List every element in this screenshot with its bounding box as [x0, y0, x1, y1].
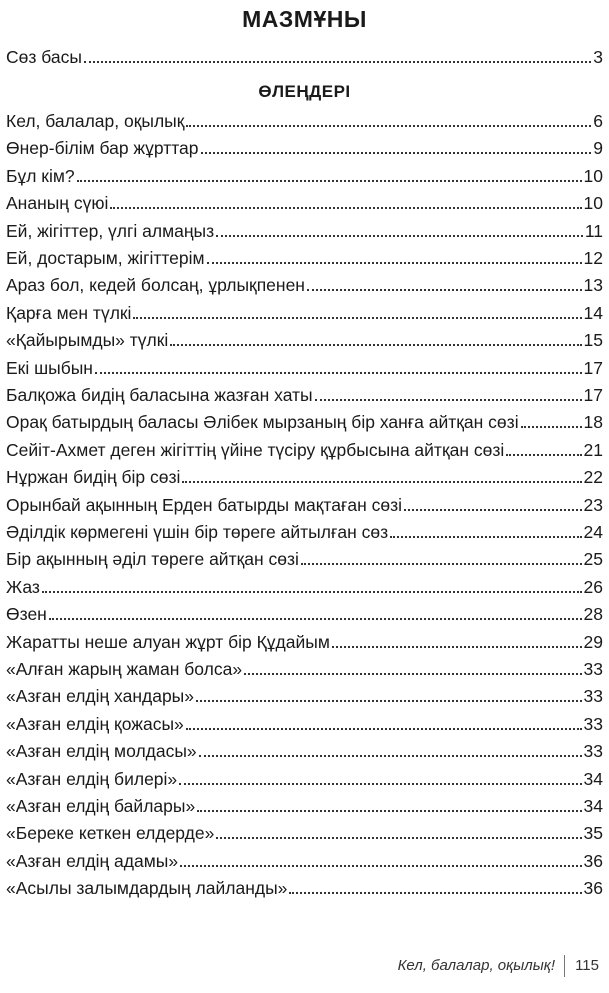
toc-entry-page: 12 — [583, 248, 603, 268]
toc-entry-page: 21 — [583, 439, 603, 460]
toc-entry-page: 14 — [583, 302, 603, 323]
toc-entry-title: Сөз басы — [6, 47, 82, 67]
toc-entry — [6, 241, 603, 269]
toc-entry-title: «Қайырымды» түлкі — [6, 330, 169, 351]
toc-entry-title: Жаратты неше алуан жұрт бір Құдайым — [6, 631, 330, 652]
toc-entry — [6, 186, 603, 214]
toc-entry — [6, 159, 603, 187]
toc-entry — [6, 351, 603, 379]
toc-entry — [6, 104, 603, 132]
toc-entry — [6, 597, 603, 625]
toc-entry-page: 15 — [583, 330, 603, 351]
toc-entry-page: 33 — [583, 659, 603, 679]
toc-entry-page: 10 — [583, 193, 603, 214]
toc-entry-title: Әділдік көрмегені үшін бір төреге айтылған сөз — [6, 522, 389, 542]
footer-divider — [564, 955, 565, 977]
dot-leader — [201, 152, 592, 154]
toc-entry — [6, 378, 603, 406]
toc-entry-page: 26 — [583, 576, 603, 597]
toc-entry — [6, 816, 603, 844]
dot-leader — [216, 235, 583, 237]
toc-entry-title: Ананың сүюі — [6, 193, 109, 214]
dot-leader — [404, 509, 582, 511]
toc-entry-title: Сейіт-Ахмет деген жігіттің үйіне түсіру құрбысына айтқан сөзі — [6, 439, 505, 460]
dot-leader — [244, 673, 581, 675]
toc-entry-title: «Азған елдің билері» — [6, 768, 178, 789]
toc-entry-page: 17 — [583, 385, 603, 405]
dot-leader — [42, 591, 582, 593]
toc-entry-page: 28 — [583, 604, 603, 625]
toc-entry-page: 33 — [583, 713, 603, 734]
dot-leader — [506, 454, 581, 456]
toc-entry-title: Араз бол, кедей болсаң, ұрлықпенен — [6, 275, 305, 296]
dot-leader — [49, 618, 582, 620]
toc-entry — [6, 268, 603, 296]
toc-entry-title: Өнер-білім бар жұрттар — [6, 138, 199, 159]
page-number: 115 — [575, 957, 599, 974]
toc-entry-page: 3 — [593, 47, 603, 67]
toc-entry — [6, 707, 603, 735]
dot-leader — [199, 755, 582, 757]
dot-leader — [390, 536, 581, 538]
toc-entry — [6, 844, 603, 872]
toc-entry-title: «Асылы залымдардың лайланды» — [6, 878, 288, 899]
toc-entry-intro — [6, 40, 603, 68]
toc-entry-page: 17 — [583, 357, 603, 378]
dot-leader — [77, 180, 582, 182]
dot-leader — [84, 61, 591, 63]
toc-entry — [6, 542, 603, 570]
toc-entry-title: Орынбай ақынның Ерден батырды мақтаған сөзі — [6, 494, 403, 515]
toc-entry-page: 9 — [593, 138, 603, 159]
running-title: Кел, балалар, оқылық! — [397, 957, 555, 974]
toc-entry-page: 18 — [583, 412, 603, 433]
toc-entry — [6, 460, 603, 488]
dot-leader — [216, 837, 581, 839]
toc-entry-title: Екі шыбын — [6, 357, 93, 378]
dot-leader — [315, 399, 582, 401]
toc-entry-title: Балқожа бидің баласына жазған хаты — [6, 385, 313, 405]
toc-entry — [6, 871, 603, 899]
toc-entry — [6, 131, 603, 159]
toc-entry-title: «Азған елдің адамы» — [6, 850, 179, 871]
toc-entry — [6, 762, 603, 790]
toc-entry — [6, 214, 603, 242]
toc-entry-page: 34 — [583, 796, 603, 816]
toc-entry — [6, 679, 603, 707]
dot-leader — [180, 865, 581, 867]
toc-entry-page: 33 — [583, 686, 603, 707]
toc-entry-page: 36 — [583, 850, 603, 871]
toc-entry-title: «Азған елдің қожасы» — [6, 713, 184, 734]
dot-leader — [186, 125, 591, 127]
toc-entry — [6, 515, 603, 543]
toc-entry-page: 24 — [583, 522, 603, 542]
toc-entry-title: «Алған жарың жаман болса» — [6, 659, 243, 679]
dot-leader — [110, 207, 581, 209]
toc-entry — [6, 789, 603, 817]
toc-entry-title: Бұл кім? — [6, 165, 75, 186]
dot-leader — [307, 289, 582, 291]
dot-leader — [521, 426, 582, 428]
toc-entry — [6, 405, 603, 433]
dot-leader — [332, 646, 582, 648]
toc-entry-page: 25 — [583, 549, 603, 570]
dot-leader — [95, 372, 582, 374]
toc-entry-page: 6 — [593, 111, 603, 131]
dot-leader — [170, 344, 581, 346]
dot-leader — [197, 810, 581, 812]
toc-entry — [6, 488, 603, 516]
toc-entry — [6, 296, 603, 324]
dot-leader — [133, 317, 581, 319]
toc-entry-page: 33 — [583, 741, 603, 762]
toc-entry-title: Кел, балалар, оқылық — [6, 111, 185, 131]
toc-entry-page: 22 — [583, 467, 603, 488]
toc-entry-page: 34 — [583, 768, 603, 789]
toc-entry-page: 13 — [583, 275, 603, 296]
toc-entry-title: Өзен — [6, 604, 47, 625]
toc-entry-title: Нұржан бидің бір сөзі — [6, 467, 181, 488]
dot-leader — [289, 892, 581, 894]
page-title: МАЗМҰНЫ — [242, 6, 367, 32]
toc-entry — [6, 570, 603, 598]
section-title: ӨЛЕҢДЕРІ — [258, 82, 351, 101]
dot-leader — [301, 563, 582, 565]
toc-entry-title: Жаз — [6, 576, 40, 597]
dot-leader — [207, 262, 582, 264]
page-footer — [0, 943, 609, 993]
toc-entry-title: Орақ батырдың баласы Әлібек мырзаның бір ханға айтқан сөзі — [6, 412, 519, 433]
toc-entry-page: 29 — [583, 631, 603, 652]
toc-entry-title: Ей, жігіттер, үлгі алмаңыз — [6, 220, 215, 241]
toc-entry-title: Ей, достарым, жігіттерім — [6, 248, 205, 268]
toc-entry-page: 35 — [583, 823, 603, 844]
toc-entry-page: 23 — [583, 494, 603, 515]
toc-entry-title: «Береке кеткен елдерде» — [6, 823, 215, 844]
toc-entry-title: Бір ақынның әділ төреге айтқан сөзі — [6, 549, 299, 570]
dot-leader — [186, 728, 582, 730]
dot-leader — [182, 481, 581, 483]
toc-entry — [6, 652, 603, 680]
toc-entry-title: «Азған елдің байлары» — [6, 796, 196, 816]
toc-entry-title: «Азған елдің молдасы» — [6, 741, 197, 762]
toc-entry-page: 10 — [583, 165, 603, 186]
toc-entry-title: Қарға мен түлкі — [6, 302, 132, 323]
toc-entry-page: 11 — [584, 220, 603, 241]
toc-entry-page: 36 — [583, 878, 603, 899]
toc-entry-title: «Азған елдің хандары» — [6, 686, 194, 707]
dot-leader — [179, 783, 581, 785]
toc-entry — [6, 433, 603, 461]
dot-leader — [196, 700, 582, 702]
toc-entry — [6, 734, 603, 762]
toc-entry — [6, 625, 603, 653]
toc-entry — [6, 323, 603, 351]
